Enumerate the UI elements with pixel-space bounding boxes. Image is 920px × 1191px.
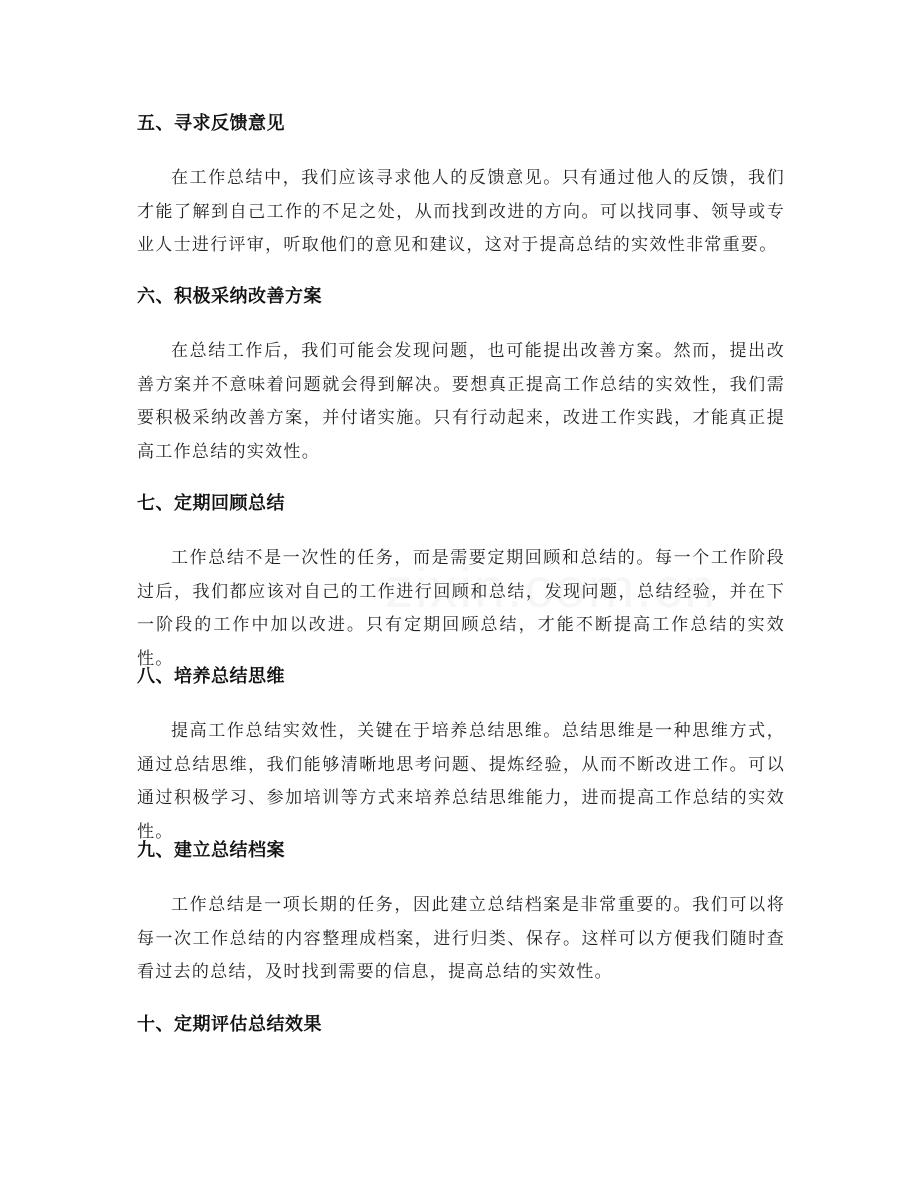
section-paragraph: 提高工作总结实效性，关键在于培养总结思维。总结思维是一种思维方式，通过总结思维，我们能够清晰地思考问题、提炼经验，从而不断改进工作。可以通过积极学习、参加培训等方式来培养总结思维能力，进而提高工作总结的实效性。 [137,721,785,842]
section-paragraph: 在总结工作后，我们可能会发现问题，也可能提出改善方案。然而，提出改善方案并不意味着问题就会得到解决。要想真正提高工作总结的实效性，我们需要积极采纳改善方案，并付诸实施。只有行动起来，改进工作实践，才能真正提高工作总结的实效性。 [137,341,785,462]
section-heading: 八、培养总结思维 [137,666,285,687]
section-paragraph: 工作总结不是一次性的任务，而是需要定期回顾和总结的。每一个工作阶段过后，我们都应该对自己的工作进行回顾和总结，发现问题，总结经验，并在下一阶段的工作中加以改进。只有定期回顾总结，才能不断提高工作总结的实效性。 [137,548,785,669]
section-9 [137,839,785,990]
section-6 [137,285,785,469]
section-8 [137,665,785,849]
section-heading: 七、定期回顾总结 [137,493,285,514]
section-heading: 十、定期评估总结效果 [137,1014,322,1035]
section-5 [137,112,785,263]
section-paragraph: 在工作总结中，我们应该寻求他人的反馈意见。只有通过他人的反馈，我们才能了解到自己工作的不足之处，从而找到改进的方向。可以找同事、领导或专业人士进行评审，听取他们的意见和建议，这对于提高总结的实效性非常重要。 [137,168,785,255]
section-heading: 九、建立总结档案 [137,840,285,861]
section-heading: 五、寻求反馈意见 [137,113,285,134]
section-10 [137,1013,785,1037]
section-heading: 六、积极采纳改善方案 [137,286,322,307]
section-paragraph: 工作总结是一项长期的任务，因此建立总结档案是非常重要的。我们可以将每一次工作总结的内容整理成档案，进行归类、保存。这样可以方便我们随时查看过去的总结，及时找到需要的信息，提高总结的实效性。 [137,895,785,982]
section-7 [137,492,785,676]
